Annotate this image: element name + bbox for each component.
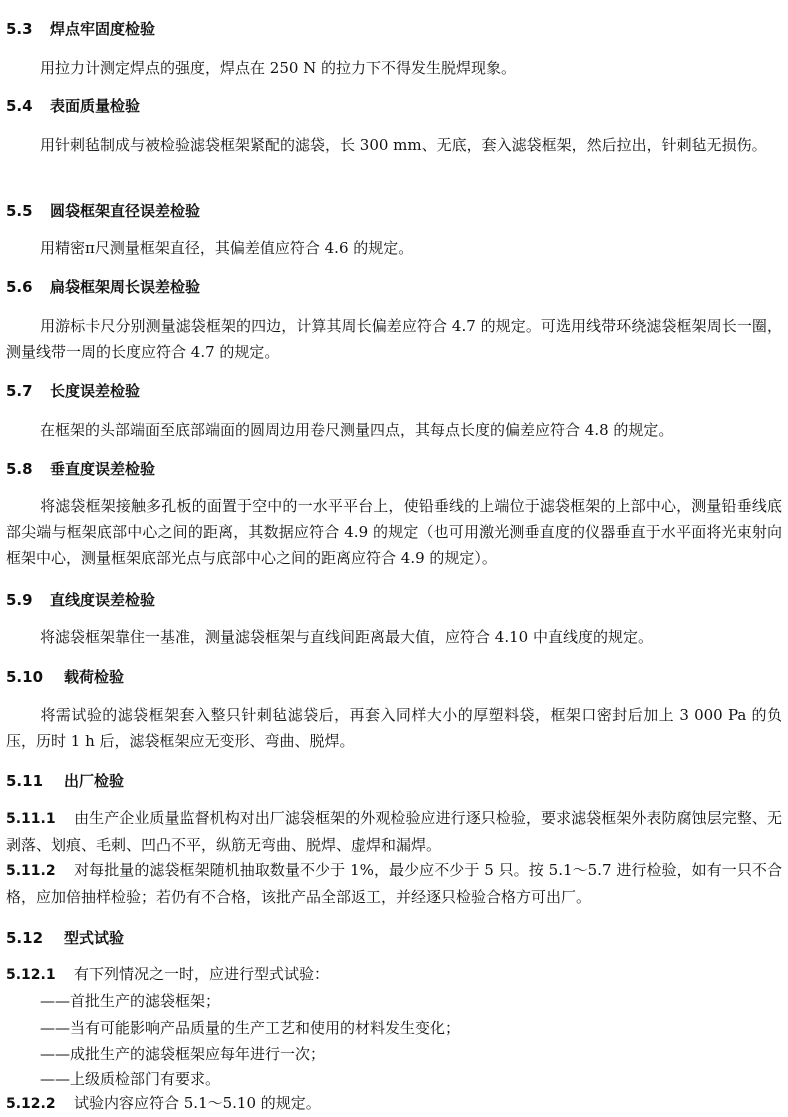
- clause-text: 试验内容应符合 5.1～5.10 的规定。: [74, 1094, 321, 1112]
- section-number: 5.9: [6, 591, 33, 609]
- clause-5-12-2: [6, 1090, 782, 1117]
- section-title: 圆袋框架直径误差检验: [50, 202, 201, 220]
- section-body-5-3: [6, 55, 782, 81]
- section-heading-5-4: [6, 96, 140, 116]
- section-number: 5.10: [6, 668, 44, 686]
- section-body-5-8: [6, 493, 782, 571]
- section-number: 5.7: [6, 382, 33, 400]
- list-item: ——上级质检部门有要求。: [40, 1070, 221, 1088]
- list-item: ——当有可能影响产品质量的生产工艺和使用的材料发生变化；: [40, 1019, 461, 1037]
- clause-number: 5.12.1: [6, 967, 56, 983]
- section-title: 型式试验: [64, 929, 125, 947]
- section-heading-5-10: [6, 667, 124, 687]
- section-body-5-7: [6, 417, 782, 443]
- section-title: 出厂检验: [64, 772, 125, 790]
- section-heading-5-11: [6, 771, 124, 791]
- clause-text: 有下列情况之一时，应进行型式试验：: [74, 965, 330, 983]
- section-heading-5-9: [6, 590, 155, 610]
- section-heading-5-6: [6, 277, 200, 297]
- paragraph-text: 将需试验的滤袋框架套入整只针刺毡滤袋后，再套入同样大小的厚塑料袋，框架口密封后加上 3 000 Pa 的负压，历时 1 h 后，滤袋框架应无变形、弯曲、脱焊。: [6, 706, 782, 750]
- paragraph-text: 用拉力计测定焊点的强度，焊点在 250 N 的拉力下不得发生脱焊现象。: [40, 59, 517, 77]
- section-title: 表面质量检验: [50, 97, 141, 115]
- section-body-5-5: [6, 235, 782, 261]
- section-number: 5.3: [6, 20, 33, 38]
- section-number: 5.8: [6, 460, 33, 478]
- paragraph-text: 在框架的头部端面至底部端面的圆周边用卷尺测量四点，其每点长度的偏差应符合 4.8 的规定。: [40, 421, 674, 439]
- section-number: 5.6: [6, 278, 33, 296]
- clause-number: 5.12.2: [6, 1096, 56, 1112]
- clause-5-11-1: [6, 805, 782, 858]
- section-title: 焊点牢固度检验: [50, 20, 156, 38]
- section-number: 5.5: [6, 202, 33, 220]
- section-number: 5.4: [6, 97, 33, 115]
- clause-text: 对每批量的滤袋框架随机抽取数量不少于 1%，最少应不少于 5 只。按 5.1～5.7 进行检验，如有一只不合格，应加倍抽样检验；若仍有不合格，该批产品全部返工，并经逐只检验合格方可出厂。: [6, 861, 782, 906]
- paragraph-text: 将滤袋框架靠住一基准，测量滤袋框架与直线间距离最大值，应符合 4.10 中直线度的规定。: [40, 628, 653, 646]
- paragraph-text: 用精密π尺测量框架直径，其偏差值应符合 4.6 的规定。: [40, 239, 414, 257]
- section-heading-5-7: [6, 381, 140, 401]
- section-number: 5.12: [6, 929, 44, 947]
- list-item: ——成批生产的滤袋框架应每年进行一次；: [40, 1045, 326, 1063]
- section-body-5-9: [6, 624, 782, 650]
- section-body-5-4: [6, 132, 782, 158]
- clause-number: 5.11.1: [6, 811, 56, 827]
- section-body-5-6: [6, 313, 782, 365]
- clause-5-11-2: [6, 857, 782, 910]
- section-body-5-10: [6, 702, 782, 754]
- paragraph-text: 将滤袋框架接触多孔板的面置于空中的一水平平台上，使铅垂线的上端位于滤袋框架的上部中心，测量铅垂线底部尖端与框架底部中心之间的距离，其数据应符合 4.9 的规定（也可用激光测垂直度的仪器垂直于水平面将光束射向框架中心，测量框架底部光点与底部中心之间的距离应符合 4.9 的规定）。: [6, 497, 782, 567]
- clause-5-12-1: [6, 961, 782, 988]
- paragraph-text: 用游标卡尺分别测量滤袋框架的四边，计算其周长偏差应符合 4.7 的规定。可选用线带环绕滤袋框架周长一圈，测量线带一周的长度应符合 4.7 的规定。: [6, 317, 782, 361]
- list-item: ——首批生产的滤袋框架；: [40, 992, 221, 1010]
- section-title: 长度误差检验: [50, 382, 141, 400]
- section-number: 5.11: [6, 772, 44, 790]
- section-title: 垂直度误差检验: [50, 460, 156, 478]
- clause-text: 由生产企业质量监督机构对出厂滤袋框架的外观检验应进行逐只检验，要求滤袋框架外表防腐蚀层完整、无剥落、划痕、毛刺、凹凸不平，纵筋无弯曲、脱焊、虚焊和漏焊。: [6, 809, 782, 854]
- section-heading-5-8: [6, 459, 155, 479]
- section-title: 扁袋框架周长误差检验: [50, 278, 201, 296]
- paragraph-text: 用针刺毡制成与被检验滤袋框架紧配的滤袋，长 300 mm、无底，套入滤袋框架，然后拉出，针刺毡无损伤。: [40, 136, 767, 154]
- clause-number: 5.11.2: [6, 863, 56, 879]
- section-heading-5-12: [6, 928, 124, 948]
- section-title: 载荷检验: [64, 668, 125, 686]
- section-heading-5-5: [6, 201, 200, 221]
- section-heading-5-3: [6, 19, 155, 39]
- section-title: 直线度误差检验: [50, 591, 156, 609]
